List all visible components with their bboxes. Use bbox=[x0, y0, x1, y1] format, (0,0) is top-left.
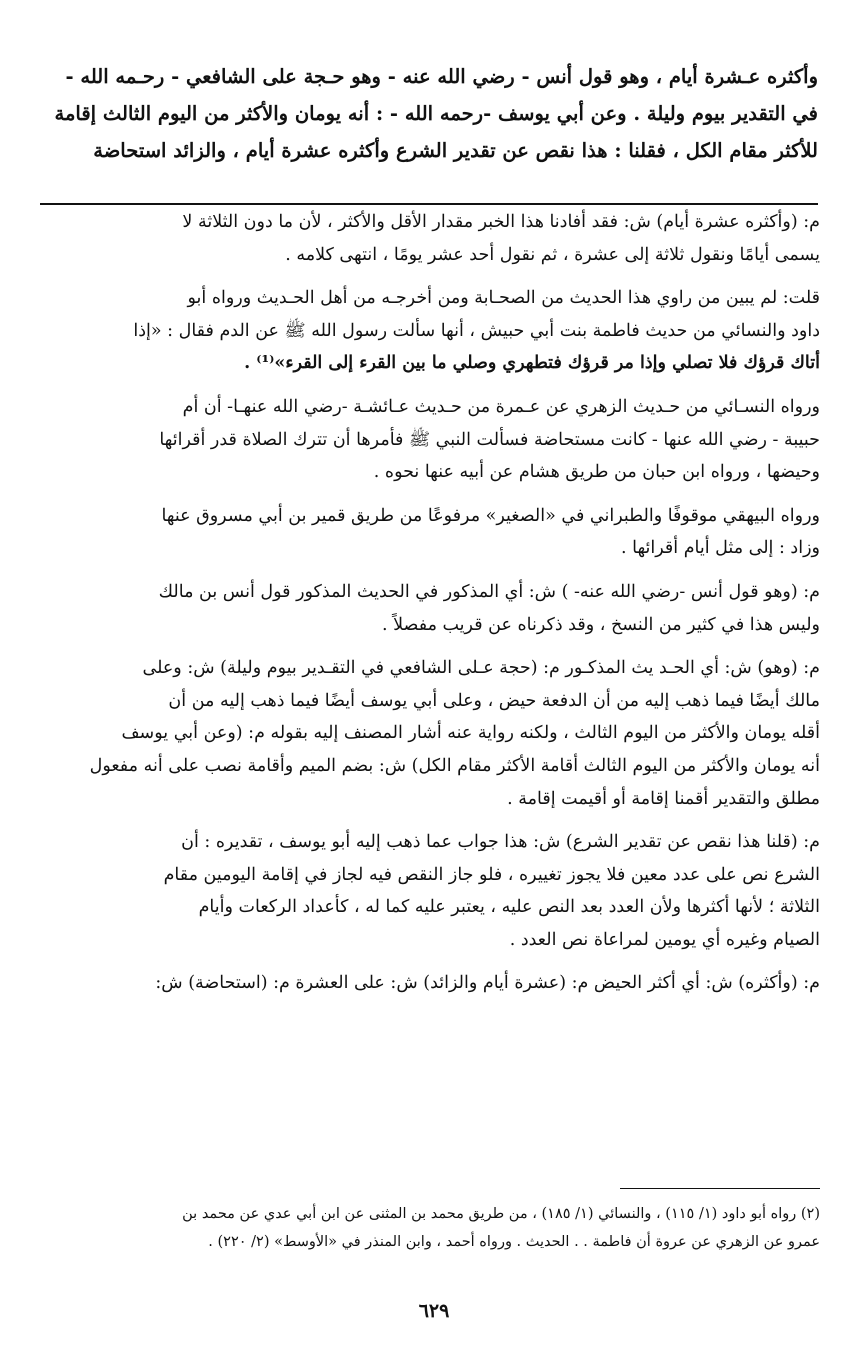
footnote-line: عمرو عن الزهري عن عروة أن فاطمة . . الحديث . ورواه أحمد ، وابن المنذر في «الأوسط» (٢/ ٢٢٠) . bbox=[208, 1234, 820, 1250]
commentary-paragraph bbox=[38, 967, 820, 1000]
commentary-paragraph bbox=[38, 652, 820, 815]
text-line: الثلاثة ؛ لأنها أكثرها ولأن العدد بعد النص عليه ، يعتبر عليه كما له ، كأعداد الركعات وأيام bbox=[198, 897, 820, 918]
text-line: مالك أيضًا فيما ذهب إليه من أن الدفعة حيض ، وعلى أبي يوسف أيضًا فيما ذهب إليه من أن bbox=[168, 690, 820, 711]
commentary-paragraph bbox=[38, 500, 820, 565]
footnote bbox=[40, 1200, 820, 1256]
text-line: داود والنسائي من حديث فاطمة بنت أبي حبيش ، أنها سألت رسول الله ﷺ عن الدم فقال : «إذا bbox=[133, 320, 820, 341]
text-line: أقله يومان والأكثر من اليوم الثالث ، ولكنه رواية عنه أشار المصنف إليه بقوله م: (وعن أبي يوسف bbox=[121, 723, 820, 744]
commentary-paragraph bbox=[38, 282, 820, 380]
text-line: مطلق والتقدير أقمنا إقامة أو أقيمت إقامة . bbox=[507, 788, 820, 809]
footnote-separator-rule bbox=[620, 1188, 820, 1189]
matn-separator-rule bbox=[40, 203, 818, 205]
commentary-paragraph bbox=[38, 576, 820, 641]
text-line: م: (قلنا هذا نقص عن تقدير الشرع) ش: هذا جواب عما ذهب إليه أبو يوسف ، تقديره : أن bbox=[181, 832, 820, 853]
text-line: الصيام وغيره أي يومين لمراعاة نص العدد . bbox=[509, 929, 820, 950]
text-line: الشرع نص على عدد معين فلا يجوز تغييره ، فلو جاز النقص فيه لجاز في إقامة اليومين مقام bbox=[163, 864, 820, 885]
text-line: وزاد : إلى مثل أيام أقرائها . bbox=[621, 538, 820, 559]
commentary-paragraph bbox=[38, 826, 820, 956]
text-line: ورواه النسـائي من حـديث الزهري عن عـمرة من حـديث عـائشـة -رضي الله عنهـا- أن أم bbox=[182, 396, 820, 417]
commentary-paragraph bbox=[38, 206, 820, 271]
text-line: وليس هذا في كثير من النسخ ، وقد ذكرناه عن قريب مفصلاً . bbox=[381, 614, 820, 635]
text-line: م: (وهو) ش: أي الحـد يث المذكـور م: (حجة عـلى الشافعي في التقـدير بيوم وليلة) ش: وعلى bbox=[142, 658, 820, 679]
matn-line: في التقدير بيوم وليلة . وعن أبي يوسف -رحمه الله - : أنه يومان والأكثر من اليوم الثالث إقامة bbox=[54, 102, 818, 125]
text-line: أتاك قرؤك فلا تصلي وإذا مر قرؤك فتطهري وصلي ما بين القرء إلى القرء»⁽¹⁾ . bbox=[244, 353, 820, 374]
text-line: وحيضها ، ورواه ابن حبان من طريق هشام عن أبيه عنها نحوه . bbox=[373, 462, 820, 483]
footnote-line: (٢) رواه أبو داود (١/ ١١٥) ، والنسائي (١/ ١٨٥) ، من طريق محمد بن المثنى عن ابن أبي عدي عن محمد بن bbox=[182, 1206, 820, 1222]
commentary-paragraph bbox=[38, 391, 820, 489]
page-number: ٦٢٩ bbox=[418, 1300, 450, 1322]
matn-line: وأكثره عـشرة أيام ، وهو قول أنس - رضي الله عنه - وهو حـجة على الشافعي - رحـمه الله - bbox=[65, 65, 818, 88]
text-line: م: (وأكثره) ش: أي أكثر الحيض م: (عشرة أيام والزائد) ش: على العشرة م: (استحاضة) ش: bbox=[155, 973, 820, 994]
text-line: حبيبة - رضي الله عنها - كانت مستحاضة فسألت النبي ﷺ فأمرها أن تترك الصلاة قدر أقرائها bbox=[159, 429, 820, 450]
text-line: يسمى أيامًا ونقول ثلاثة إلى عشرة ، ثم نقول أحد عشر يومًا ، انتهى كلامه . bbox=[285, 244, 820, 265]
commentary-text bbox=[38, 206, 820, 1011]
text-line: م: (وهو قول أنس -رضي الله عنه- ) ش: أي المذكور في الحديث المذكور قول أنس بن مالك bbox=[158, 581, 820, 602]
matn-line: للأكثر مقام الكل ، فقلنا : هذا نقص عن تقدير الشرع وأكثره عشرة أيام ، والزائد استحاضة bbox=[93, 139, 818, 162]
text-line: قلت: لم يبين من راوي هذا الحديث من الصحـابة ومن أخرجـه من أهل الحـديث ورواه أبو bbox=[187, 288, 820, 309]
text-line: أنه يومان والأكثر من اليوم الثالث أقامة الأكثر مقام الكل) ش: بضم الميم وأقامة نصب على أنه مفعول bbox=[89, 755, 820, 776]
matn-text bbox=[40, 58, 818, 169]
text-line: م: (وأكثره عشرة أيام) ش: فقد أفادنا هذا الخبر مقدار الأقل والأكثر ، لأن ما دون الثلاثة لا bbox=[182, 212, 820, 232]
text-line: ورواه البيهقي موقوفًا والطبراني في «الصغير» مرفوعًا من طريق قمير بن أبي مسروق عنها bbox=[161, 505, 820, 526]
